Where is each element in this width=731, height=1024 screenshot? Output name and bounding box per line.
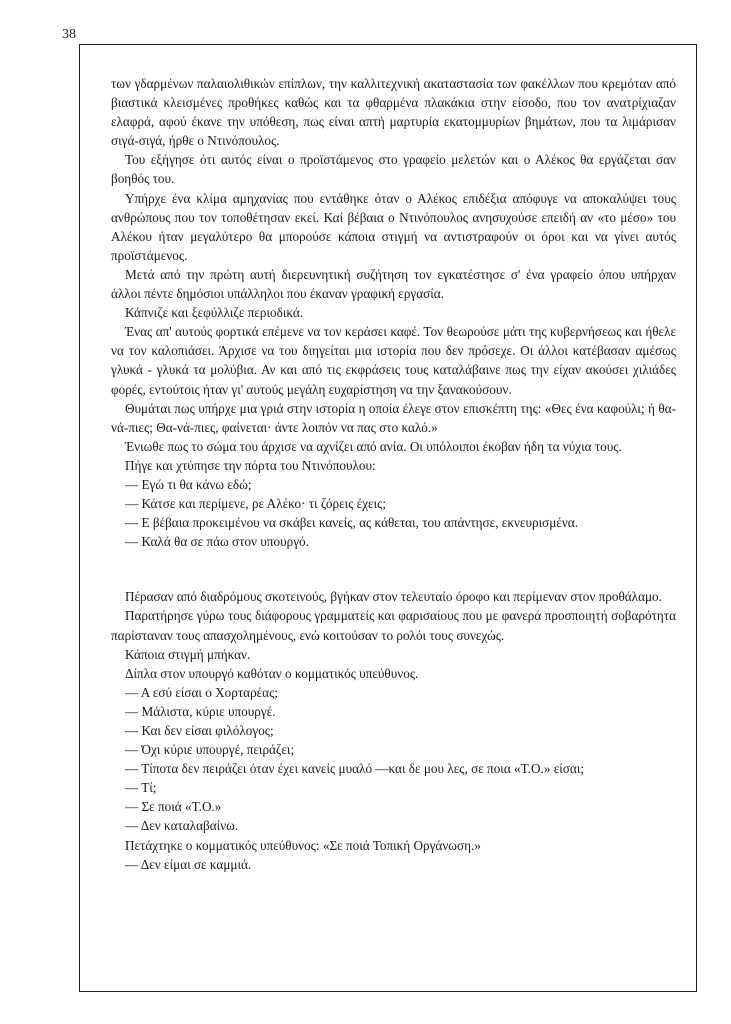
paragraph: — Δεν είμαι σε καμμιά. <box>125 856 252 872</box>
paragraph: — Τί; <box>125 780 157 796</box>
paragraph: — Όχι κύριε υπουργέ, πειράζει; <box>125 742 295 758</box>
paragraph: — Δεν καταλαβαίνω. <box>125 818 239 834</box>
paragraph: Θυμάται πως υπήρχε μια γριά στην ιστορία η οποία έλεγε στον επισκέπτη της: «Θες ένα καφούλι; ή θα-νά-πιες; Θα-νά-πιες, φαίνεται· άντε λοιπόν να πας στο καλό.» <box>111 400 676 435</box>
page-text <box>111 74 676 874</box>
paragraph: — Κάτσε και περίμενε, ρε Αλέκο· τι ζόρεις έχεις; <box>125 496 387 512</box>
paragraph: — Α εσύ είσαι ο Χορταρέας; <box>125 684 278 700</box>
paragraph: Πέρασαν από διαδρόμους σκοτεινούς, βγήκαν στον τελευταίο όροφο και περίμεναν στον προθάλαμο. <box>125 589 662 605</box>
paragraph: — Σε ποιά «Τ.Ο.» <box>125 799 222 815</box>
paragraph: Πήγε και χτύπησε την πόρτα του Ντινόπουλου: <box>125 457 376 473</box>
paragraph: — Ε βέβαια προκειμένου να σκάβει κανείς, ας κάθεται, του απάντησε, εκνευρισμένα. <box>125 515 579 531</box>
paragraph: — Μάλιστα, κύριε υπουργέ. <box>125 703 276 719</box>
paragraph: Κάποια στιγμή μπήκαν. <box>125 646 251 662</box>
paragraph: Κάπνιζε και ξεφύλλιζε περιοδικά. <box>125 305 304 321</box>
paragraph: Υπήρχε ένα κλίμα αμηχανίας που εντάθηκε όταν ο Αλέκος επιδέξια απόφυγε να αποκαλύψει τους ανθρώπους που τον τοποθέτησαν εκεί. Καί βέβαια ο Ντινόπουλος ανησυχούσε επειδή αν «το μέσο» του Αλέκου ήταν μεγαλύτερο θα μπορούσε κάποια στιγμή να αντιστραφούν οι όροι και να γίνει αυτός προϊστάμενος. <box>111 190 676 263</box>
section-break <box>111 551 676 587</box>
paragraph: Δίπλα στον υπουργό καθόταν ο κομματικός υπεύθυνος. <box>125 665 419 681</box>
paragraph: Πετάχτηκε ο κομματικός υπεύθυνος: «Σε ποιά Τοπική Οργάνωση.» <box>125 837 481 853</box>
page-number: 38 <box>62 27 76 42</box>
paragraph: — Και δεν είσαι φιλόλογος; <box>125 723 274 738</box>
paragraph: Μετά από την πρώτη αυτή διερευνητική συζήτηση τον εγκατέστησε σ' ένα γραφείο όπου υπήρχαν άλλοι πέντε δημόσιοι υπάλληλοι που έκαναν γραφική εργασία. <box>111 266 676 302</box>
paragraph: — Καλά θα σε πάω στον υπουργό. <box>125 534 309 550</box>
paragraph: Ένιωθε πως το σώμα του άρχισε να αχνίζει από ανία. Οι υπόλοιποι έκοβαν ήδη τα νύχια τους. <box>125 438 622 454</box>
section-1 <box>111 74 676 551</box>
paragraph: Ένας απ' αυτούς φορτικά επέμενε να τον κεράσει καφέ. Τον θεωρούσε μάτι της κυβερνήσεως και ήθελε να τον καλοπιάσει. Άρχισε να του διηγείται μια ιστορία που δεν πρόσεχε. Οι άλλοι κατέβασαν αμέσως γλυκά - γλυκά τα μολύβια. Αν και από τις εκφράσεις τους καταλάβαινε πως την είχαν ακούσει χιλιάδες φορές, εντούτοις ήταν γι' αυτούς μεγάλη ευχαρίστηση να την ξανακούσουν. <box>111 324 676 397</box>
paragraph: Του εξήγησε ότι αυτός είναι ο προϊστάμενος στο γραφείο μελετών και ο Αλέκος θα εργάζεται σαν βοηθός του. <box>111 152 676 187</box>
paragraph: των γδαρμένων παλαιολιθικών επίπλων, την καλλιτεχνική ακαταστασία των φακέλλων που κρεμόταν από βιαστικά κλεισμένες προθήκες καθώς και τα φθαρμένα πλακάκια στην είσοδο, που τον ανατρίχιαζαν ελαφρά, αφού έκανε την υπόθεση, πως είναι απτή μαρτυρία εκατομμυρίων βημάτων, που τα λιμάρισαν σιγά-σιγά, ήρθε ο Ντινόπουλος. <box>111 76 676 149</box>
paragraph: — Τίποτα δεν πειράζει όταν έχει κανείς μυαλό —και δε μου λες, σε ποια «Τ.Ο.» είσαι; <box>125 761 585 777</box>
paragraph: Παρατήρησε γύρω τους διάφορους γραμματείς και φαρισαίους που με φανερά προσποιητή σοβαρότητα παρίσταναν τους απασχολημένους, ενώ κοιτούσαν το ρολόι τους συνεχώς. <box>111 608 676 643</box>
section-2 <box>111 587 676 873</box>
paragraph: — Εγώ τι θα κάνω εδώ; <box>125 476 252 492</box>
